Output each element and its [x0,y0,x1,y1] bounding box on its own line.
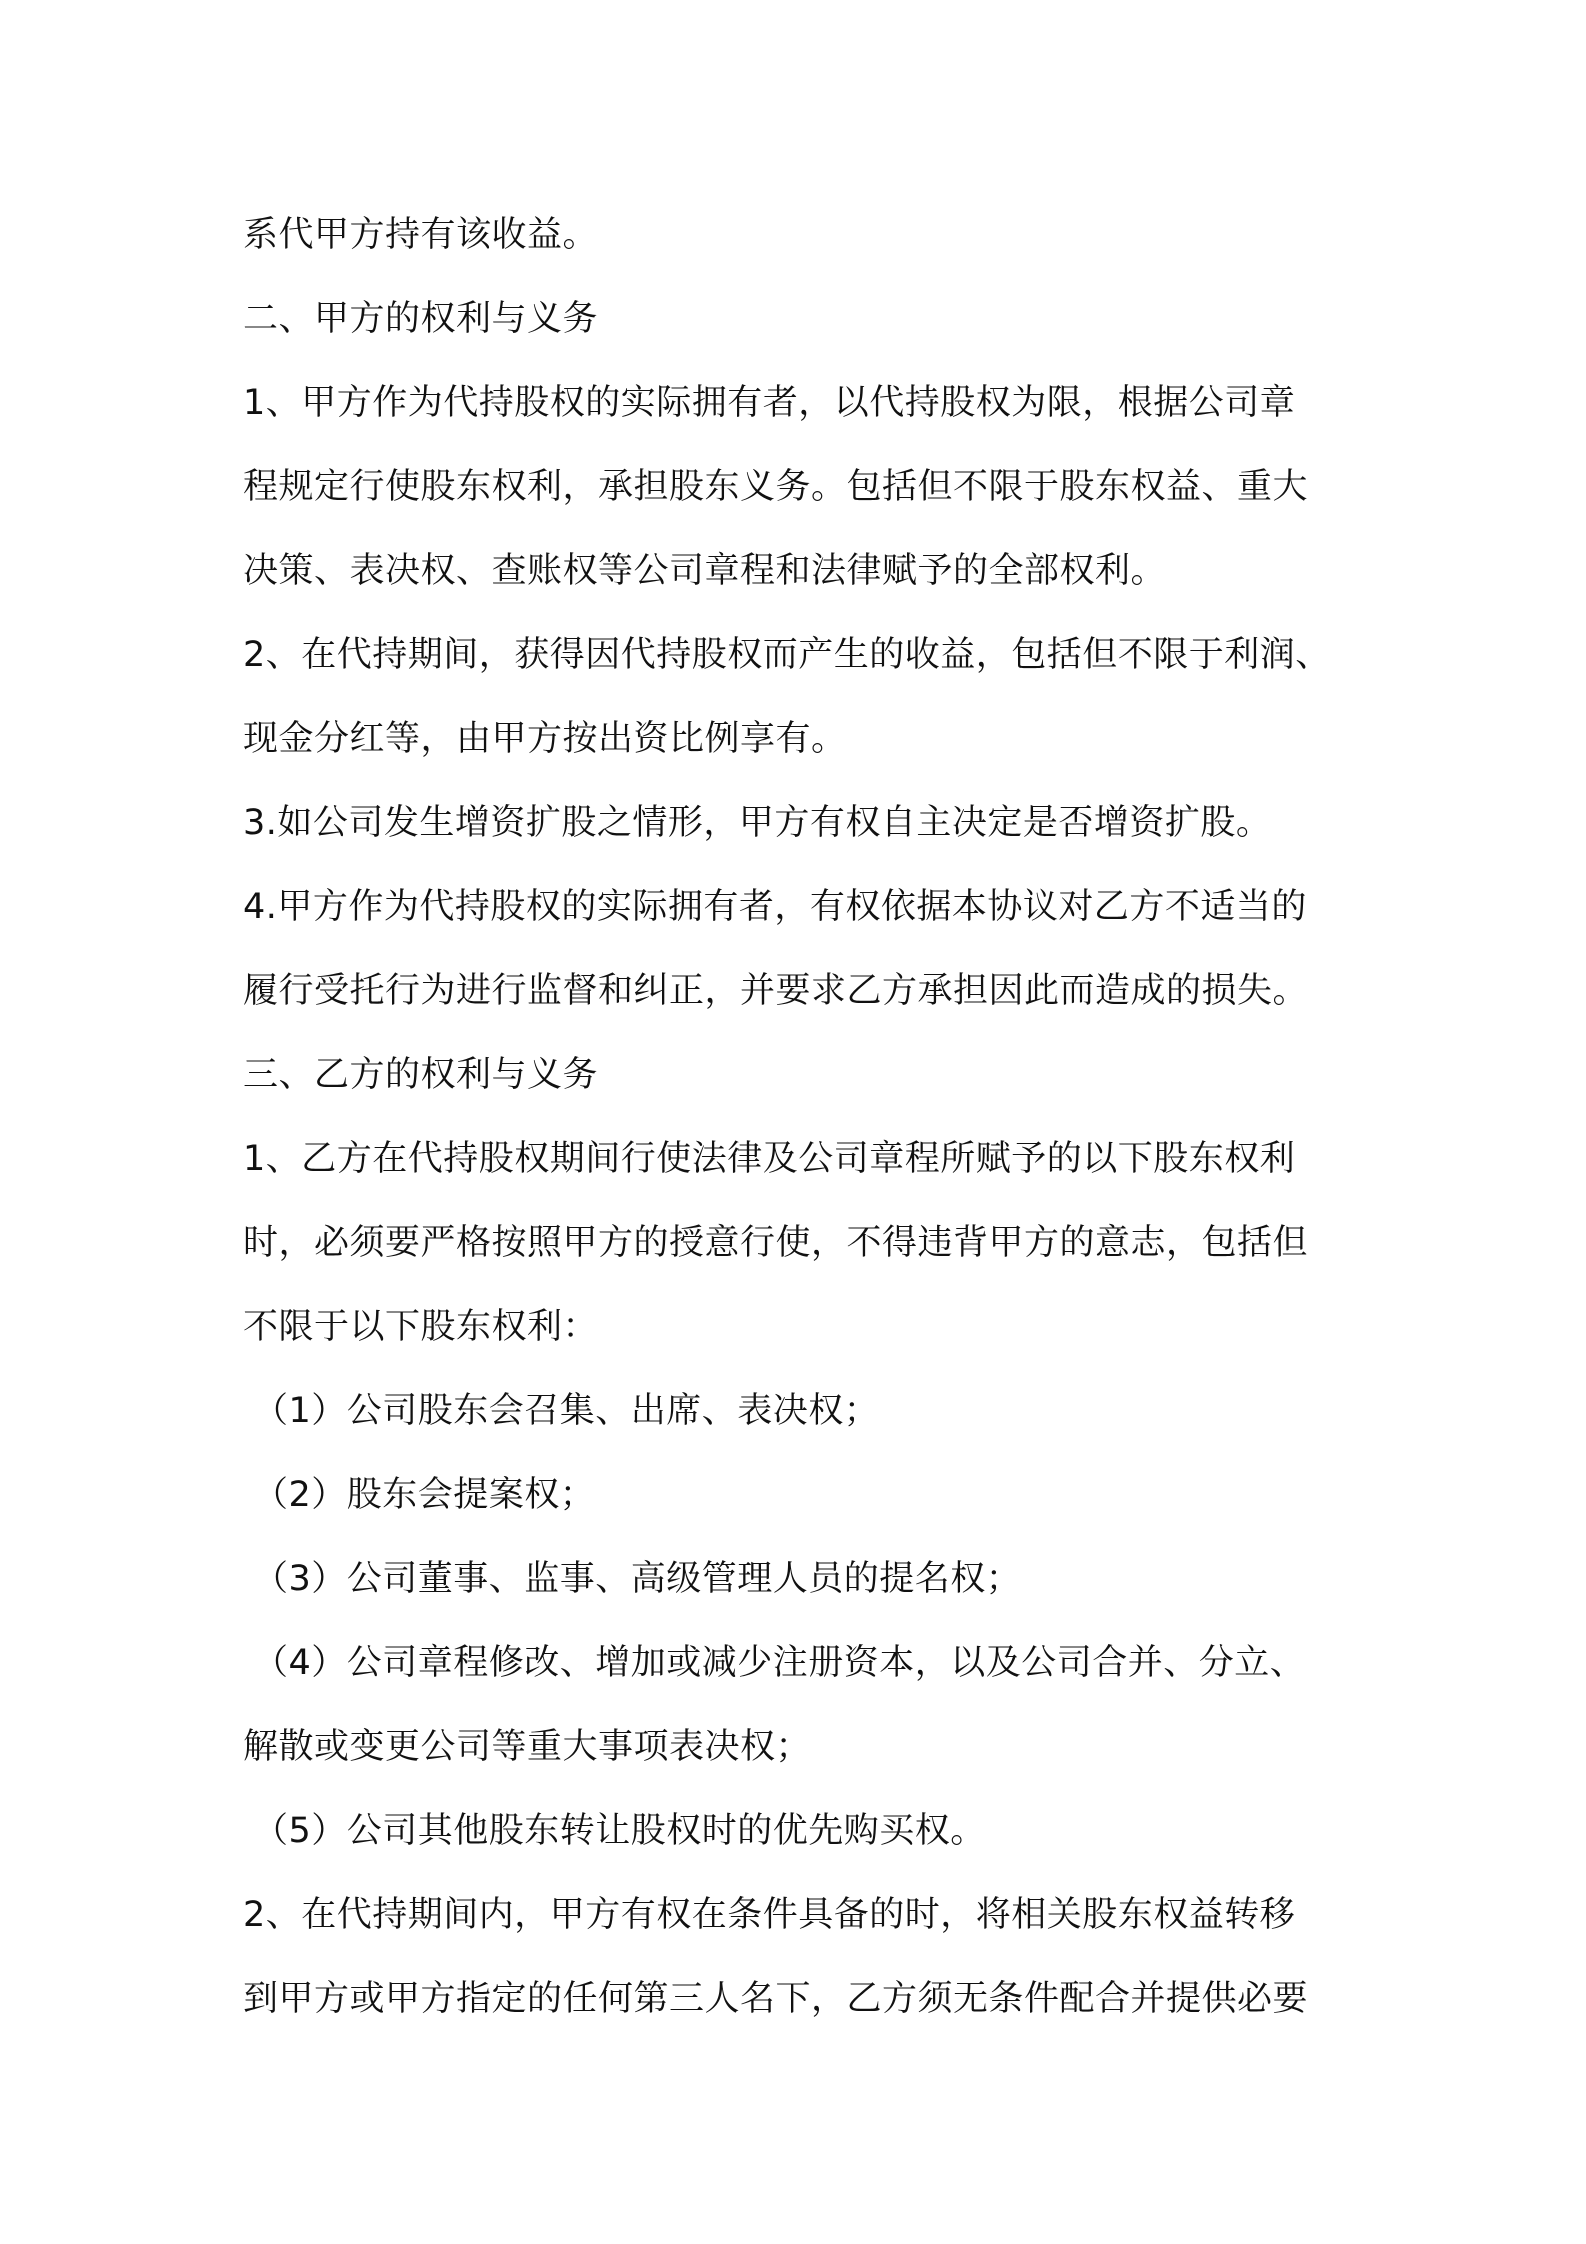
section-heading: 二、甲方的权利与义务 [243,299,599,339]
paragraph-line: 不限于以下股东权利： [243,1307,599,1347]
paragraph-line: 1、乙方在代持股权期间行使法律及公司章程所赋予的以下股东权利 [243,1139,1296,1179]
paragraph-line: 程规定行使股东权利，承担股东义务。包括但不限于股东权益、重大 [243,467,1309,507]
paragraph-line: 4.甲方作为代持股权的实际拥有者，有权依据本协议对乙方不适当的 [243,887,1307,927]
list-item: （2）股东会提案权； [253,1475,596,1515]
paragraph-line: 系代甲方持有该收益。 [243,215,599,255]
paragraph-line: 3.如公司发生增资扩股之情形，甲方有权自主决定是否增资扩股。 [243,803,1272,843]
section-heading: 三、乙方的权利与义务 [243,1055,599,1095]
document-body [243,193,1373,2041]
paragraph-line: 解散或变更公司等重大事项表决权； [243,1727,812,1767]
paragraph-line: 决策、表决权、查账权等公司章程和法律赋予的全部权利。 [243,551,1167,591]
paragraph-line: 2、在代持期间内，甲方有权在条件具备的时，将相关股东权益转移 [243,1895,1296,1935]
list-item: （4）公司章程修改、增加或减少注册资本，以及公司合并、分立、 [253,1643,1306,1683]
list-item: （1）公司股东会召集、出席、表决权； [253,1391,880,1431]
list-item: （5）公司其他股东转让股权时的优先购买权。 [253,1811,986,1851]
paragraph-line: 到甲方或甲方指定的任何第三人名下，乙方须无条件配合并提供必要 [243,1979,1309,2019]
paragraph-line: 1、甲方作为代持股权的实际拥有者，以代持股权为限，根据公司章 [243,383,1296,423]
paragraph-line: 2、在代持期间，获得因代持股权而产生的收益，包括但不限于利润、 [243,635,1331,675]
paragraph-line: 时，必须要严格按照甲方的授意行使，不得违背甲方的意志，包括但 [243,1223,1309,1263]
paragraph-line: 履行受托行为进行监督和纠正，并要求乙方承担因此而造成的损失。 [243,971,1309,1011]
paragraph-line: 现金分红等，由甲方按出资比例享有。 [243,719,847,759]
list-item: （3）公司董事、监事、高级管理人员的提名权； [253,1559,1022,1599]
